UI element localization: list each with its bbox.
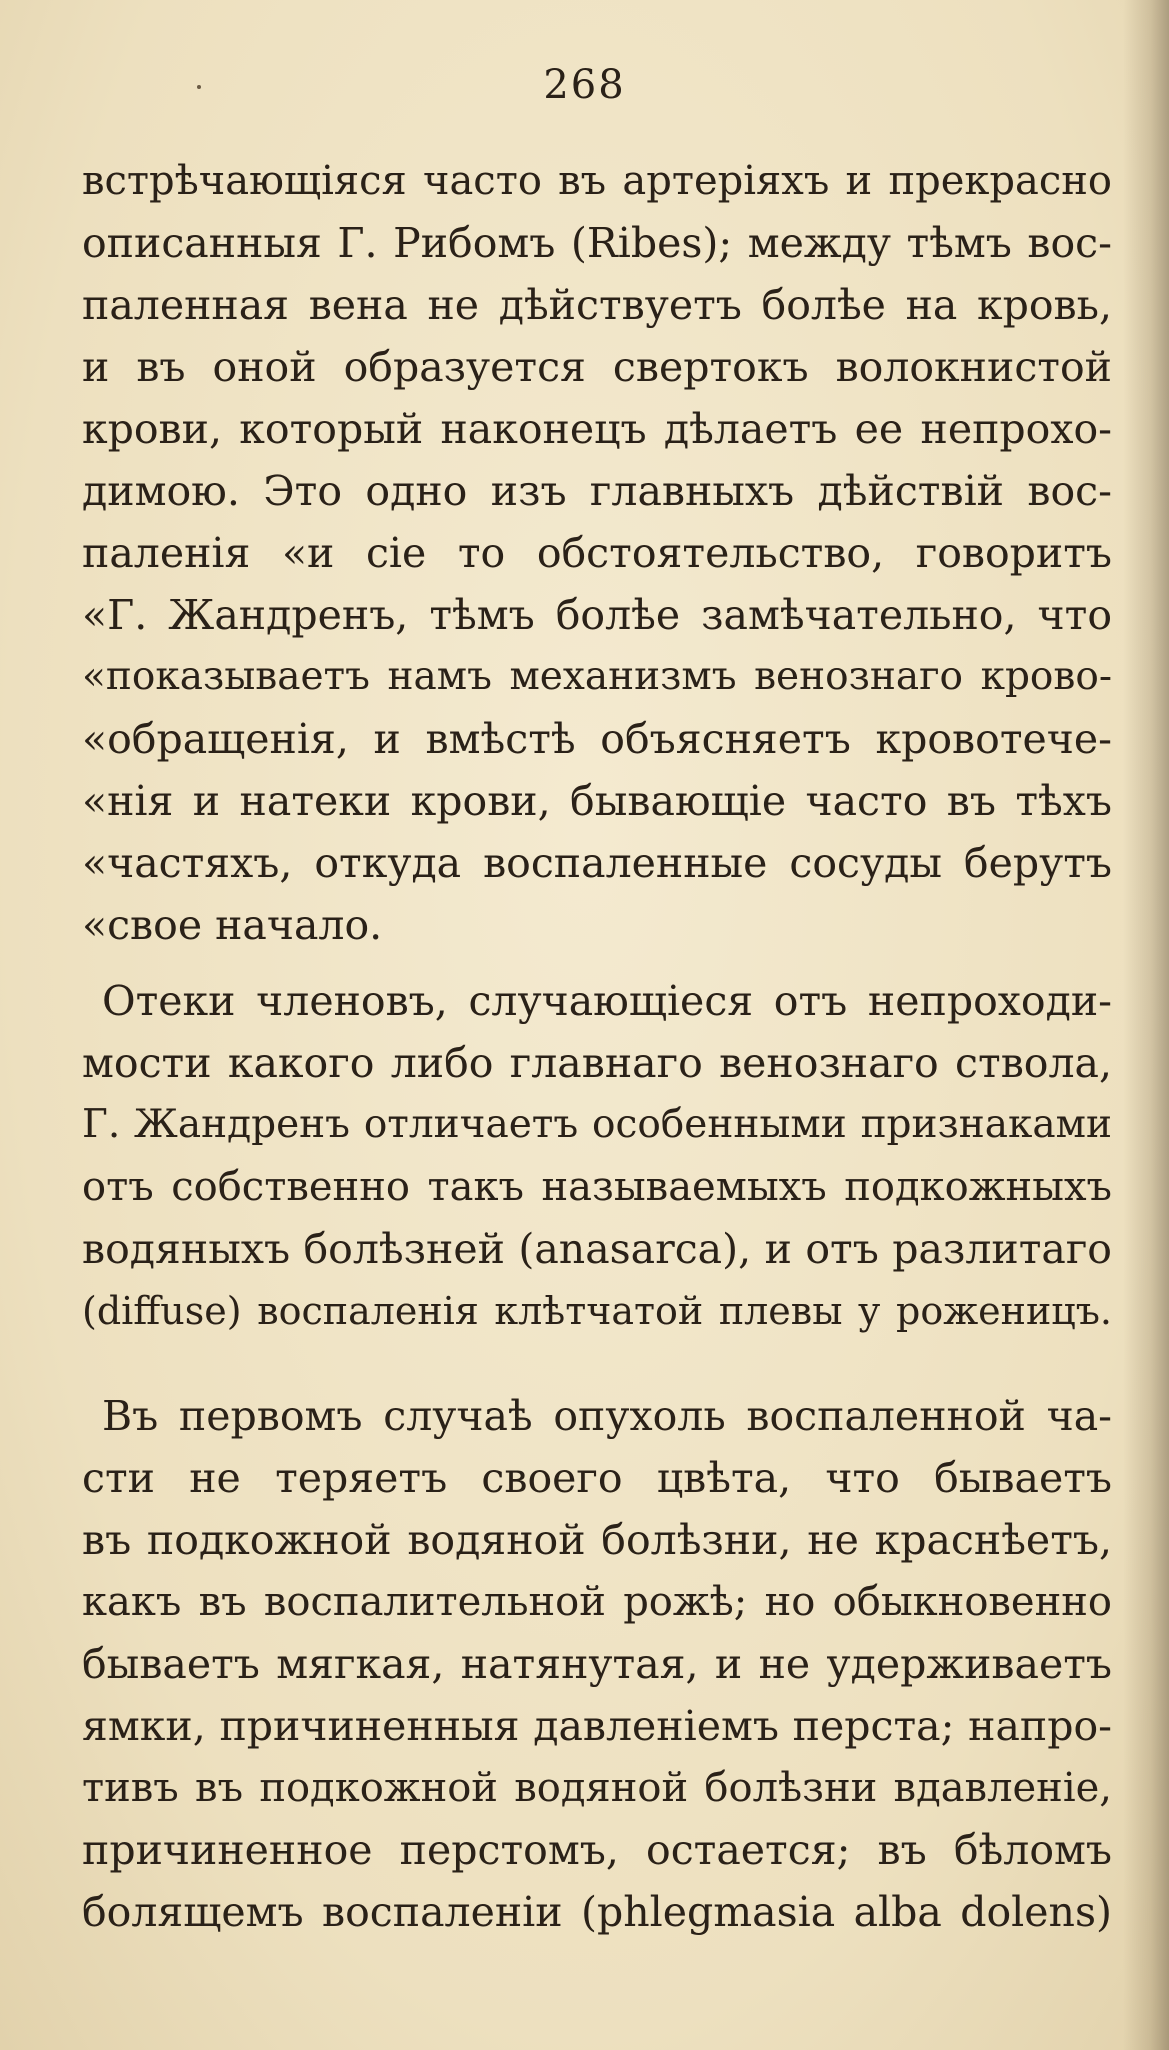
text-line: димою. Это одно изъ главныхъ дѣйствій вос- — [82, 467, 1112, 515]
paragraph-2 — [82, 970, 1112, 1342]
text-line: болящемъ воспаленіи (phlegmasia alba dolens) — [82, 1888, 1112, 1936]
text-line: и въ оной образуется свертокъ волокнистой — [82, 343, 1112, 391]
text-line: въ подкожной водяной болѣзни, не краснѣетъ, — [82, 1516, 1112, 1564]
text-line: встрѣчающіяся часто въ артеріяхъ и прекрасно — [82, 158, 1112, 204]
text-line: описанныя Г. Рибомъ (Ribes); между тѣмъ вос- — [82, 219, 1112, 267]
paragraph-3 — [82, 1385, 1112, 1943]
text-line: «обращенія, и вмѣстѣ объясняетъ кровотече- — [82, 715, 1112, 763]
text-line: причиненное перстомъ, остается; въ бѣломъ — [82, 1826, 1112, 1874]
text-line: ямки, причиненныя давленіемъ перста; напро- — [82, 1702, 1112, 1750]
text-line: паленная вена не дѣйствуетъ болѣе на кровь, — [82, 281, 1112, 329]
binding-shadow — [1123, 0, 1169, 2050]
text-line: «Г. Жандренъ, тѣмъ болѣе замѣчательно, что — [82, 591, 1112, 639]
text-line: Въ первомъ случаѣ опухоль воспаленной ча- — [102, 1392, 1112, 1440]
text-line: «свое начало. — [82, 901, 383, 949]
text-line: сти не теряетъ своего цвѣта, что бываетъ — [82, 1454, 1112, 1502]
paragraph-1 — [82, 150, 1112, 956]
text-line: паленія «и сіе то обстоятельство, говоритъ — [82, 529, 1112, 577]
text-line: какъ въ воспалительной рожѣ; но обыкновенно — [82, 1579, 1112, 1625]
text-line: «нія и натеки крови, бывающіе часто въ тѣхъ — [82, 777, 1112, 825]
text-line: (diffuse) воспаленія клѣтчатой плевы у роженицъ. — [82, 1289, 1112, 1333]
text-line: бываетъ мягкая, натянутая, и не удерживаетъ — [82, 1640, 1112, 1688]
text-line: водяныхъ болѣзней (anasarca), и отъ разлитаго — [82, 1225, 1112, 1273]
text-line: Отеки членовъ, случающіеся отъ непроходи- — [102, 977, 1112, 1025]
text-line: «показываетъ намъ механизмъ венознаго крово- — [82, 654, 1112, 699]
text-line: «частяхъ, откуда воспаленные сосуды берутъ — [82, 839, 1112, 887]
text-line: мости какого либо главнаго венознаго ствола, — [82, 1039, 1112, 1087]
text-line: Г. Жандренъ отличаетъ особенными признаками — [82, 1102, 1112, 1147]
text-line: тивъ въ подкожной водяной болѣзни вдавленіе, — [82, 1765, 1112, 1811]
text-line: отъ собственно такъ называемыхъ подкожныхъ — [82, 1164, 1112, 1210]
page-number: 268 — [543, 62, 626, 108]
text-line: крови, который наконецъ дѣлаетъ ее непрохо- — [82, 405, 1112, 453]
